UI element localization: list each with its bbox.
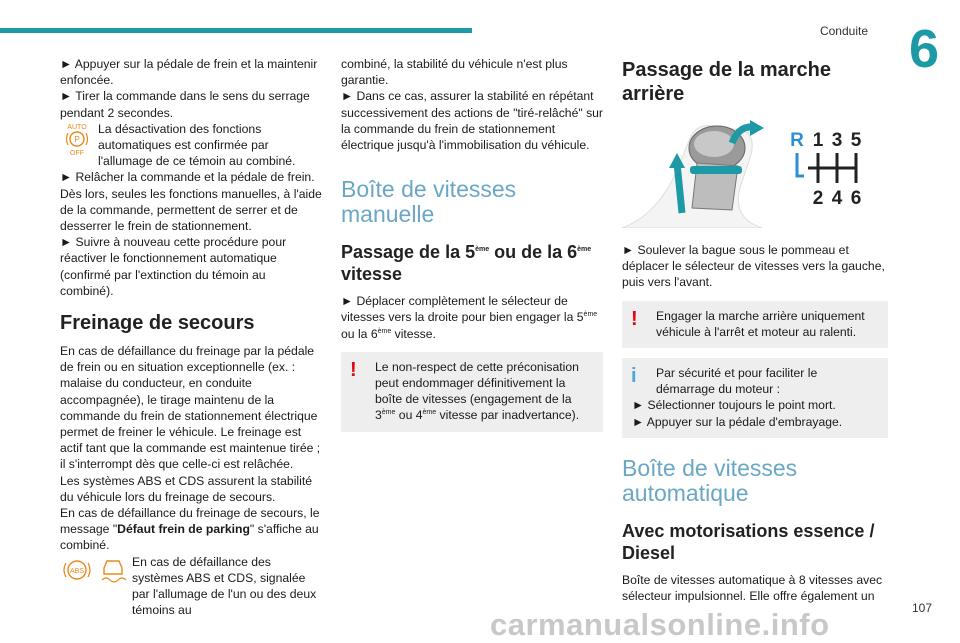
column-3 — [622, 56, 888, 604]
page-number: 107 — [911, 601, 932, 615]
gear-label: 3 — [831, 130, 843, 151]
gear-label: 2 — [812, 188, 824, 209]
warning-box — [341, 352, 603, 432]
header-accent-bar — [0, 28, 472, 33]
icon-off-label: OFF — [70, 149, 84, 157]
paragraph: Boîte de vitesses automatique à 8 vitesses avec sélecteur impulsionnel. Elle offre également un — [622, 572, 883, 604]
instruction: ► Relâcher la commande et la pédale de frein. — [60, 170, 315, 185]
section-title: Conduite — [819, 24, 868, 38]
heading-passage-5-6: Passage de la 5ème ou de la 6ème vitesse — [341, 242, 592, 285]
arrow-forward-icon — [750, 120, 764, 136]
gear-shift-figure — [622, 118, 888, 228]
icon-auto-label: AUTO — [67, 123, 87, 131]
instruction: ► Dans ce cas, assurer la stabilité en répétant successivement des actions de "tiré-relâché" sur la commande du frein de stationnement électrique jusqu'à l'immobilisation du véhicule. — [341, 89, 603, 153]
heading-boite-automatique: Boîte de vitesses automatique — [622, 454, 798, 506]
warning-box — [622, 301, 888, 348]
info-instruction: ► Sélectionner toujours le point mort. — [632, 398, 836, 413]
instruction: ► Déplacer complètement le sélecteur de vitesses vers la droite pour bien engager la 5ème ou la 6ème vitesse. — [341, 294, 598, 341]
icon-abs-label: ABS — [69, 567, 85, 575]
info-icon: i — [631, 365, 637, 388]
heading-freinage-secours: Freinage de secours — [60, 312, 255, 335]
heading-motorisations: Avec motorisations essence / Diesel — [622, 520, 875, 563]
gear-label: 5 — [850, 130, 862, 151]
warning-icon: ! — [350, 358, 357, 381]
warning-icon: ! — [631, 307, 638, 330]
auto-off-warning-icon — [60, 121, 94, 161]
note-text: En cas de défaillance des systèmes ABS et CDS, signalée par l'allumage de l'un ou des deux témoins au — [132, 554, 317, 618]
instruction: ► Suivre à nouveau cette procédure pour réactiver le fonctionnement automatique (confirmé par l'extinction du témoin au combiné). — [60, 235, 287, 298]
column-2 — [341, 56, 603, 442]
instruction: ► Appuyer sur la pédale de frein et la maintenir enfoncée. — [60, 57, 318, 88]
note-text: La désactivation des fonctions automatiques est confirmée par l'allumage de ce témoin au combiné. — [98, 121, 296, 169]
watermark: carmanualsonline.info — [490, 607, 830, 642]
gear-label: R — [790, 130, 804, 151]
column-1 — [60, 56, 322, 619]
gear-label: 1 — [812, 130, 824, 151]
auto-off-note — [60, 121, 322, 170]
stability-warning-icon — [96, 554, 130, 590]
info-instruction: ► Appuyer sur la pédale d'embrayage. — [632, 414, 843, 429]
abs-warning-icon — [60, 554, 94, 590]
gear-label: 4 — [831, 188, 843, 209]
instruction: ► Tirer la commande dans le sens du serrage pendant 2 secondes. — [60, 89, 310, 120]
paragraph: En cas de défaillance du freinage par la pédale de frein ou en situation exceptionnelle (ex. : malaise du conducteur, en conduite accompagnée), le tirage maintenu de la commande du frein de stationnement électrique permet de freiner le véhicule. Le freinage est actif tant que la commande est maintenue tirée ; il s'interrompt dès que celle-ci est relâchée. — [60, 344, 321, 472]
heading-marche-arriere: Passage de la marche arrière — [622, 59, 832, 105]
gear-knob-illustration — [622, 118, 888, 228]
paragraph: En cas de défaillance du freinage de secours, le message "Défaut frein de parking" s'affiche au combiné. — [60, 506, 320, 553]
paragraph: combiné, la stabilité du véhicule n'est plus garantie. — [341, 57, 568, 88]
paragraph: Les systèmes ABS et CDS assurent la stabilité du véhicule lors du freinage de secours. — [60, 473, 312, 504]
abs-cds-note — [60, 554, 322, 619]
warning-text: Le non-respect de cette préconisation peut endommager définitivement la boîte de vitesses (engagement de la 3ème ou 4ème vitesse par inadvertance). — [375, 359, 580, 423]
paragraph: Dès lors, seules les fonctions manuelles, à l'aide de la commande, permettent de serrer et de desserrer le frein de stationnement. — [60, 186, 322, 234]
instruction: ► Soulever la bague sous le pommeau et déplacer le sélecteur de vitesses vers la gauche, puis vers l'avant. — [622, 243, 885, 290]
chapter-number: 6 — [908, 19, 940, 79]
info-box — [622, 358, 888, 438]
heading-boite-manuelle: Boîte de vitesses manuelle — [341, 176, 517, 228]
warning-text: Engager la marche arrière uniquement véhicule à l'arrêt et moteur au ralenti. — [656, 308, 865, 339]
svg-text:P: P — [74, 134, 80, 144]
gear-label: 6 — [850, 188, 862, 209]
info-text: Par sécurité et pour faciliter le démarrage du moteur : — [656, 366, 818, 397]
parking-fault-message: Défaut frein de parking — [117, 522, 250, 537]
reverse-collar — [690, 166, 742, 174]
